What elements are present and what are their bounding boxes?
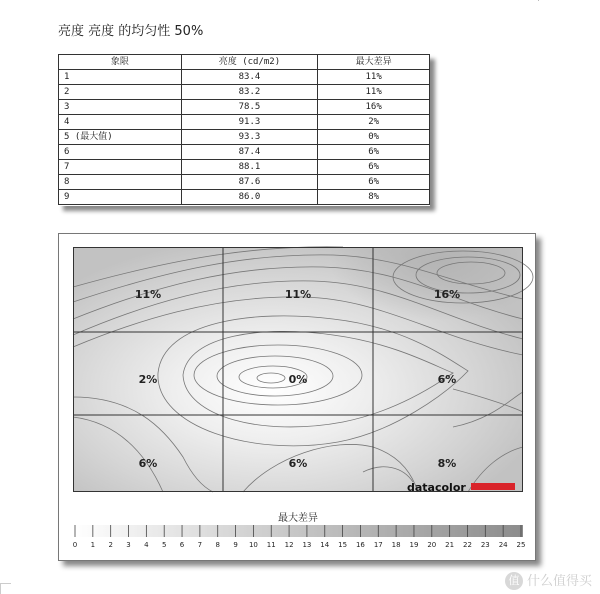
- luminance-cell: 86.0: [181, 190, 318, 205]
- legend-tick-label: 2: [108, 541, 113, 549]
- table-header-row: [59, 55, 430, 70]
- luminance-cell: 83.2: [181, 85, 318, 100]
- top-divider: [0, 0, 539, 1]
- legend-tick-label: 8: [215, 541, 220, 549]
- uniformity-heatmap: [73, 247, 523, 492]
- legend-tick-label: 24: [498, 541, 508, 549]
- legend-tick-label: 23: [480, 541, 490, 549]
- datacolor-logo-text: datacolor: [407, 481, 466, 494]
- legend-tick-label: 6: [179, 541, 185, 549]
- legend-tick-label: 7: [197, 541, 203, 549]
- quadrant-label-1: 11%: [134, 288, 162, 301]
- legend-gradient-bar: [73, 525, 523, 537]
- luminance-cell: 91.3: [181, 115, 318, 130]
- difference-legend: [72, 511, 526, 551]
- watermark-logo-icon: 值: [505, 572, 523, 590]
- legend-tick-label: 9: [233, 541, 238, 549]
- table-row: [59, 85, 430, 100]
- max-diff-cell: 6%: [318, 160, 430, 175]
- legend-tick-label: 20: [427, 541, 437, 549]
- uniformity-heatmap-panel: [58, 233, 536, 561]
- quadrant-cell: 3: [59, 100, 182, 115]
- legend-title: 最大差异: [278, 513, 318, 524]
- table-row: [59, 70, 430, 85]
- legend-tick-label: 21: [445, 541, 455, 549]
- table-row: [59, 175, 430, 190]
- legend-tick-label: 10: [248, 541, 258, 549]
- luminance-cell: 93.3: [181, 130, 318, 145]
- legend-tick-label: 3: [126, 541, 131, 549]
- table-row: [59, 115, 430, 130]
- max-diff-cell: 6%: [318, 175, 430, 190]
- quadrant-cell: 6: [59, 145, 182, 160]
- legend-tick-label: 17: [373, 541, 383, 549]
- quadrant-cell: 9: [59, 190, 182, 205]
- quadrant-label-4: 2%: [138, 373, 158, 386]
- table-row: [59, 145, 430, 160]
- max-diff-cell: 16%: [318, 100, 430, 115]
- max-diff-cell: 8%: [318, 190, 430, 205]
- legend-tick-labels: [73, 541, 526, 549]
- quadrant-label-3: 16%: [433, 288, 461, 301]
- header-quadrant: 象限: [59, 55, 182, 70]
- quadrant-cell: 7: [59, 160, 182, 175]
- legend-tick-label: 22: [463, 541, 472, 549]
- legend-tick-label: 0: [72, 541, 78, 549]
- quadrant-label-6: 6%: [437, 373, 457, 386]
- legend-tick-label: 16: [355, 541, 365, 549]
- legend-tick-label: 25: [516, 541, 526, 549]
- legend-tick-label: 13: [302, 541, 312, 549]
- quadrant-cell: 8: [59, 175, 182, 190]
- header-luminance: 亮度 (cd/m2): [181, 55, 318, 70]
- quadrant-label-8: 6%: [288, 457, 308, 470]
- header-max-diff: 最大差异: [318, 55, 430, 70]
- quadrant-label-2: 11%: [284, 288, 312, 301]
- quadrant-label-5: 0%: [288, 373, 308, 386]
- watermark-text: 什么值得买: [526, 573, 592, 589]
- legend-tick-label: 12: [284, 541, 294, 549]
- max-diff-cell: 6%: [318, 145, 430, 160]
- luminance-cell: 87.6: [181, 175, 318, 190]
- quadrant-cell: 1: [59, 70, 182, 85]
- uniformity-table-panel: [58, 54, 430, 206]
- quadrant-cell: 2: [59, 85, 182, 100]
- legend-tick-label: 18: [391, 541, 401, 549]
- legend-tick-label: 14: [320, 541, 330, 549]
- quadrant-label-7: 6%: [138, 457, 158, 470]
- max-diff-cell: 11%: [318, 85, 430, 100]
- datacolor-logo-bar: [471, 483, 515, 490]
- quadrant-cell: 4: [59, 115, 182, 130]
- legend-tick-label: 1: [90, 541, 96, 549]
- max-diff-cell: 11%: [318, 70, 430, 85]
- page-corner-mark: [0, 583, 11, 594]
- legend-tick-label: 19: [409, 541, 419, 549]
- luminance-cell: 78.5: [181, 100, 318, 115]
- table-row: [59, 100, 430, 115]
- max-diff-cell: 2%: [318, 115, 430, 130]
- uniformity-table: [58, 54, 430, 205]
- quadrant-label-9: 8%: [437, 457, 457, 470]
- table-row: [59, 130, 430, 145]
- legend-tick-label: 5: [161, 541, 167, 549]
- quadrant-cell: 5 (最大值): [59, 130, 182, 145]
- legend-tick-label: 11: [266, 541, 276, 549]
- max-diff-cell: 0%: [318, 130, 430, 145]
- legend-tick-label: 4: [144, 541, 149, 549]
- table-row: [59, 190, 430, 205]
- page-title: 亮度 亮度 的均匀性 50%: [58, 24, 204, 39]
- luminance-cell: 83.4: [181, 70, 318, 85]
- luminance-cell: 88.1: [181, 160, 318, 175]
- luminance-cell: 87.4: [181, 145, 318, 160]
- legend-tick-label: 15: [338, 541, 348, 549]
- table-row: [59, 160, 430, 175]
- watermark: [505, 570, 592, 591]
